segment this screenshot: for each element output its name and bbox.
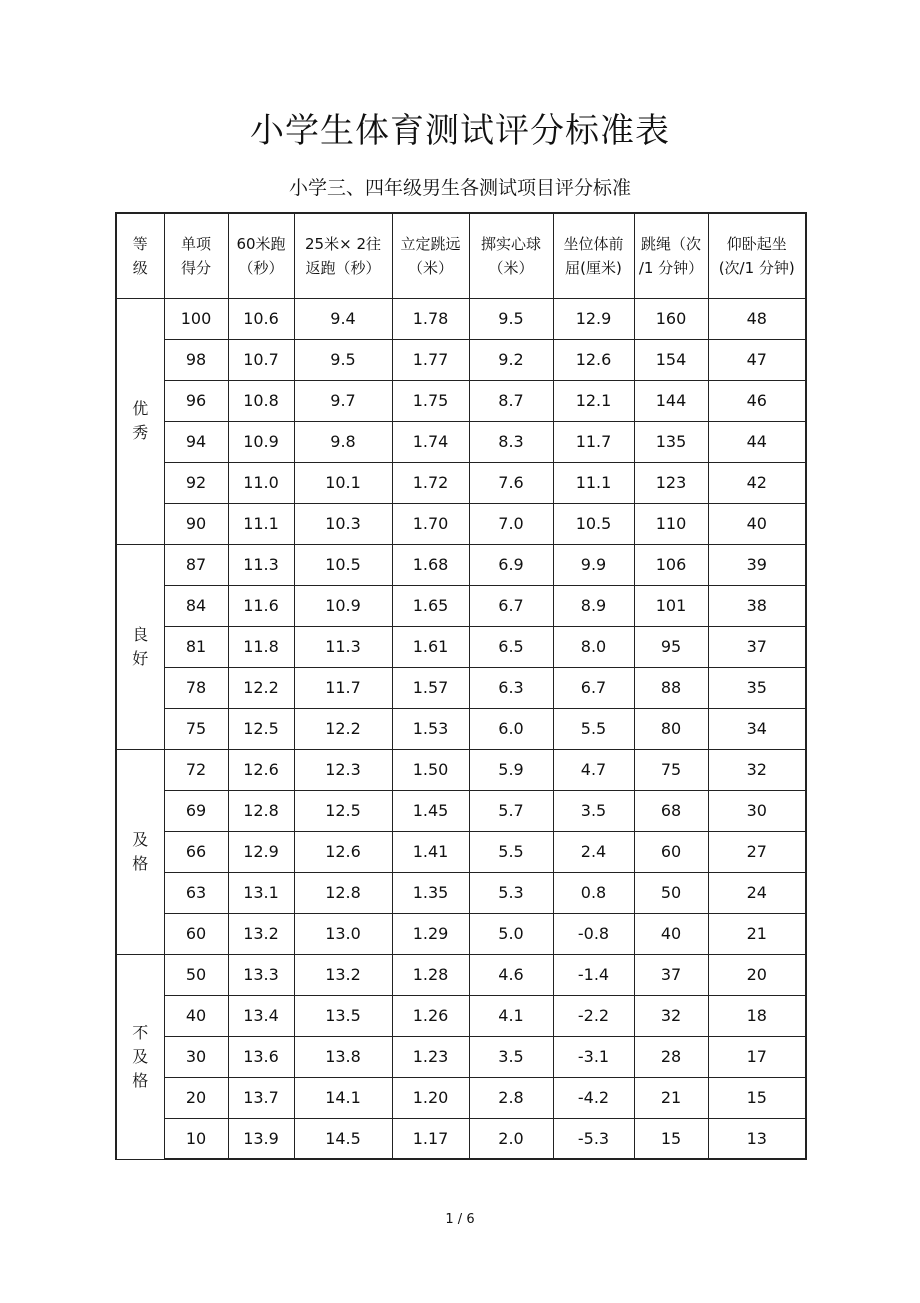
table-row — [116, 626, 806, 667]
header-cell — [116, 213, 164, 298]
value-cell: 1.68 — [392, 544, 469, 585]
value-cell: 1.45 — [392, 790, 469, 831]
value-cell: 12.9 — [553, 298, 634, 339]
header-cell — [228, 213, 294, 298]
level-cell — [116, 544, 164, 749]
value-cell: 11.3 — [228, 544, 294, 585]
header-cell — [294, 213, 392, 298]
value-cell: 10.6 — [228, 298, 294, 339]
value-cell: 5.0 — [469, 913, 553, 954]
level-cell — [116, 954, 164, 1159]
value-cell: -3.1 — [553, 1036, 634, 1077]
score-cell: 100 — [164, 298, 228, 339]
score-cell: 50 — [164, 954, 228, 995]
value-cell: 10.9 — [228, 421, 294, 462]
table-subtitle: 小学三、四年级男生各测试项目评分标准 — [288, 177, 631, 199]
table-row — [116, 585, 806, 626]
value-cell: 13.1 — [228, 872, 294, 913]
header-cell — [634, 213, 708, 298]
value-cell: 1.78 — [392, 298, 469, 339]
value-cell: 7.0 — [469, 503, 553, 544]
value-cell: 11.6 — [228, 585, 294, 626]
value-cell: 101 — [634, 585, 708, 626]
score-cell: 10 — [164, 1118, 228, 1159]
value-cell: 9.2 — [469, 339, 553, 380]
value-cell: 14.5 — [294, 1118, 392, 1159]
score-cell: 81 — [164, 626, 228, 667]
value-cell: 12.2 — [294, 708, 392, 749]
value-cell: 3.5 — [469, 1036, 553, 1077]
value-cell: 17 — [708, 1036, 806, 1077]
value-cell: 1.75 — [392, 380, 469, 421]
score-cell: 87 — [164, 544, 228, 585]
value-cell: 1.72 — [392, 462, 469, 503]
value-cell: -4.2 — [553, 1077, 634, 1118]
score-cell: 66 — [164, 831, 228, 872]
value-cell: 10.7 — [228, 339, 294, 380]
score-cell: 94 — [164, 421, 228, 462]
value-cell: 1.28 — [392, 954, 469, 995]
value-cell: 10.9 — [294, 585, 392, 626]
score-cell: 69 — [164, 790, 228, 831]
value-cell: 6.0 — [469, 708, 553, 749]
value-cell: 144 — [634, 380, 708, 421]
value-cell: 75 — [634, 749, 708, 790]
header-cell — [553, 213, 634, 298]
value-cell: 46 — [708, 380, 806, 421]
table-row — [116, 954, 806, 995]
value-cell: 12.2 — [228, 667, 294, 708]
value-cell: 1.77 — [392, 339, 469, 380]
value-cell: 13.4 — [228, 995, 294, 1036]
score-cell: 20 — [164, 1077, 228, 1118]
value-cell: 1.23 — [392, 1036, 469, 1077]
value-cell: 21 — [634, 1077, 708, 1118]
value-cell: 1.35 — [392, 872, 469, 913]
value-cell: 12.1 — [553, 380, 634, 421]
value-cell: 7.6 — [469, 462, 553, 503]
value-cell: 10.1 — [294, 462, 392, 503]
value-cell: 6.9 — [469, 544, 553, 585]
value-cell: 110 — [634, 503, 708, 544]
page-number: 1 / 6 — [445, 1212, 475, 1227]
value-cell: 11.0 — [228, 462, 294, 503]
value-cell: 9.4 — [294, 298, 392, 339]
header-jump-rope: 跳绳（次 /1 分钟） — [638, 234, 704, 277]
value-cell: 28 — [634, 1036, 708, 1077]
header-row — [116, 213, 806, 298]
header-shuttle-run: 25米× 2往 返跑（秒） — [305, 234, 381, 277]
value-cell: 12.5 — [228, 708, 294, 749]
value-cell: 50 — [634, 872, 708, 913]
header-long-jump: 立定跳远 （米） — [400, 234, 461, 277]
header-cell — [392, 213, 469, 298]
score-cell: 90 — [164, 503, 228, 544]
value-cell: 5.3 — [469, 872, 553, 913]
value-cell: 13.2 — [294, 954, 392, 995]
value-cell: -5.3 — [553, 1118, 634, 1159]
value-cell: 1.20 — [392, 1077, 469, 1118]
page-title: 小学生体育测试评分标准表 — [250, 111, 670, 151]
table-row — [116, 1077, 806, 1118]
value-cell: 11.3 — [294, 626, 392, 667]
score-cell: 40 — [164, 995, 228, 1036]
score-cell: 60 — [164, 913, 228, 954]
score-cell: 84 — [164, 585, 228, 626]
value-cell: 44 — [708, 421, 806, 462]
table-row — [116, 831, 806, 872]
value-cell: 15 — [708, 1077, 806, 1118]
value-cell: 48 — [708, 298, 806, 339]
value-cell: -2.2 — [553, 995, 634, 1036]
value-cell: 4.1 — [469, 995, 553, 1036]
table-body — [116, 298, 806, 1159]
header-cell — [164, 213, 228, 298]
value-cell: 4.6 — [469, 954, 553, 995]
value-cell: 1.29 — [392, 913, 469, 954]
value-cell: 5.5 — [469, 831, 553, 872]
header-medicine-ball: 掷实心球 （米） — [480, 234, 541, 277]
value-cell: 9.5 — [294, 339, 392, 380]
score-cell: 98 — [164, 339, 228, 380]
value-cell: 12.6 — [553, 339, 634, 380]
value-cell: 12.6 — [294, 831, 392, 872]
table-row — [116, 462, 806, 503]
table-row — [116, 790, 806, 831]
value-cell: 27 — [708, 831, 806, 872]
value-cell: 123 — [634, 462, 708, 503]
table-row — [116, 1118, 806, 1159]
value-cell: 30 — [708, 790, 806, 831]
value-cell: 11.1 — [228, 503, 294, 544]
value-cell: 32 — [708, 749, 806, 790]
score-cell: 78 — [164, 667, 228, 708]
table-row — [116, 1036, 806, 1077]
score-cell: 92 — [164, 462, 228, 503]
value-cell: 8.0 — [553, 626, 634, 667]
value-cell: 10.3 — [294, 503, 392, 544]
header-sit-ups: 仰卧起坐 (次/1 分钟) — [718, 234, 795, 277]
value-cell: 135 — [634, 421, 708, 462]
value-cell: 11.7 — [294, 667, 392, 708]
header-sit-and-reach: 坐位体前 屈(厘米) — [563, 234, 624, 277]
value-cell: 3.5 — [553, 790, 634, 831]
header-score: 单项 得分 — [180, 234, 211, 277]
level-label: 良好 — [132, 624, 149, 668]
value-cell: 154 — [634, 339, 708, 380]
value-cell: 18 — [708, 995, 806, 1036]
value-cell: 80 — [634, 708, 708, 749]
value-cell: 14.1 — [294, 1077, 392, 1118]
header-cell — [708, 213, 806, 298]
value-cell: 12.9 — [228, 831, 294, 872]
value-cell: 2.4 — [553, 831, 634, 872]
table-row — [116, 708, 806, 749]
value-cell: 37 — [634, 954, 708, 995]
table-row — [116, 872, 806, 913]
value-cell: 13.2 — [228, 913, 294, 954]
level-cell — [116, 749, 164, 954]
value-cell: 6.3 — [469, 667, 553, 708]
value-cell: 1.61 — [392, 626, 469, 667]
value-cell: 11.7 — [553, 421, 634, 462]
score-cell: 63 — [164, 872, 228, 913]
score-cell: 96 — [164, 380, 228, 421]
value-cell: 9.9 — [553, 544, 634, 585]
value-cell: 6.7 — [553, 667, 634, 708]
table-row — [116, 544, 806, 585]
value-cell: 10.5 — [553, 503, 634, 544]
value-cell: 13.3 — [228, 954, 294, 995]
value-cell: 24 — [708, 872, 806, 913]
score-cell: 75 — [164, 708, 228, 749]
table-row — [116, 995, 806, 1036]
value-cell: 5.7 — [469, 790, 553, 831]
value-cell: 106 — [634, 544, 708, 585]
table-row — [116, 380, 806, 421]
value-cell: 160 — [634, 298, 708, 339]
table-row — [116, 667, 806, 708]
value-cell: 13.5 — [294, 995, 392, 1036]
value-cell: 8.3 — [469, 421, 553, 462]
value-cell: 32 — [634, 995, 708, 1036]
level-cell — [116, 298, 164, 544]
level-label: 优秀 — [132, 399, 149, 442]
header-cell — [469, 213, 553, 298]
value-cell: 1.65 — [392, 585, 469, 626]
value-cell: 6.7 — [469, 585, 553, 626]
table-row — [116, 503, 806, 544]
value-cell: -1.4 — [553, 954, 634, 995]
value-cell: 8.7 — [469, 380, 553, 421]
value-cell: 42 — [708, 462, 806, 503]
value-cell: 1.17 — [392, 1118, 469, 1159]
value-cell: 5.5 — [553, 708, 634, 749]
value-cell: 12.6 — [228, 749, 294, 790]
value-cell: 95 — [634, 626, 708, 667]
value-cell: 34 — [708, 708, 806, 749]
level-label: 不及格 — [132, 1022, 149, 1090]
value-cell: 47 — [708, 339, 806, 380]
value-cell: 10.8 — [228, 380, 294, 421]
value-cell: 40 — [634, 913, 708, 954]
value-cell: 10.5 — [294, 544, 392, 585]
value-cell: 13.0 — [294, 913, 392, 954]
value-cell: 1.53 — [392, 708, 469, 749]
value-cell: 12.5 — [294, 790, 392, 831]
value-cell: 35 — [708, 667, 806, 708]
value-cell: 12.8 — [294, 872, 392, 913]
value-cell: 60 — [634, 831, 708, 872]
header-60m-run: 60米跑 （秒） — [236, 234, 286, 277]
value-cell: 1.74 — [392, 421, 469, 462]
value-cell: 2.8 — [469, 1077, 553, 1118]
score-cell: 30 — [164, 1036, 228, 1077]
value-cell: 9.5 — [469, 298, 553, 339]
value-cell: 12.3 — [294, 749, 392, 790]
value-cell: 13 — [708, 1118, 806, 1159]
value-cell: 21 — [708, 913, 806, 954]
value-cell: 13.9 — [228, 1118, 294, 1159]
value-cell: 38 — [708, 585, 806, 626]
table-row — [116, 913, 806, 954]
value-cell: 2.0 — [469, 1118, 553, 1159]
value-cell: 9.8 — [294, 421, 392, 462]
value-cell: 39 — [708, 544, 806, 585]
value-cell: 5.9 — [469, 749, 553, 790]
value-cell: 12.8 — [228, 790, 294, 831]
value-cell: 13.8 — [294, 1036, 392, 1077]
value-cell: 68 — [634, 790, 708, 831]
table-row — [116, 749, 806, 790]
value-cell: 9.7 — [294, 380, 392, 421]
value-cell: 15 — [634, 1118, 708, 1159]
value-cell: 1.70 — [392, 503, 469, 544]
score-cell: 72 — [164, 749, 228, 790]
value-cell: 20 — [708, 954, 806, 995]
value-cell: 1.41 — [392, 831, 469, 872]
value-cell: 1.50 — [392, 749, 469, 790]
header-level: 等 级 — [132, 234, 148, 277]
value-cell: 1.57 — [392, 667, 469, 708]
value-cell: 88 — [634, 667, 708, 708]
value-cell: 6.5 — [469, 626, 553, 667]
value-cell: 11.1 — [553, 462, 634, 503]
value-cell: -0.8 — [553, 913, 634, 954]
value-cell: 11.8 — [228, 626, 294, 667]
table-row — [116, 421, 806, 462]
value-cell: 13.7 — [228, 1077, 294, 1118]
value-cell: 1.26 — [392, 995, 469, 1036]
table-row — [116, 339, 806, 380]
table-row — [116, 298, 806, 339]
scoring-table — [115, 212, 807, 1160]
value-cell: 0.8 — [553, 872, 634, 913]
value-cell: 13.6 — [228, 1036, 294, 1077]
value-cell: 4.7 — [553, 749, 634, 790]
value-cell: 40 — [708, 503, 806, 544]
value-cell: 37 — [708, 626, 806, 667]
value-cell: 8.9 — [553, 585, 634, 626]
level-label: 及格 — [132, 829, 149, 873]
